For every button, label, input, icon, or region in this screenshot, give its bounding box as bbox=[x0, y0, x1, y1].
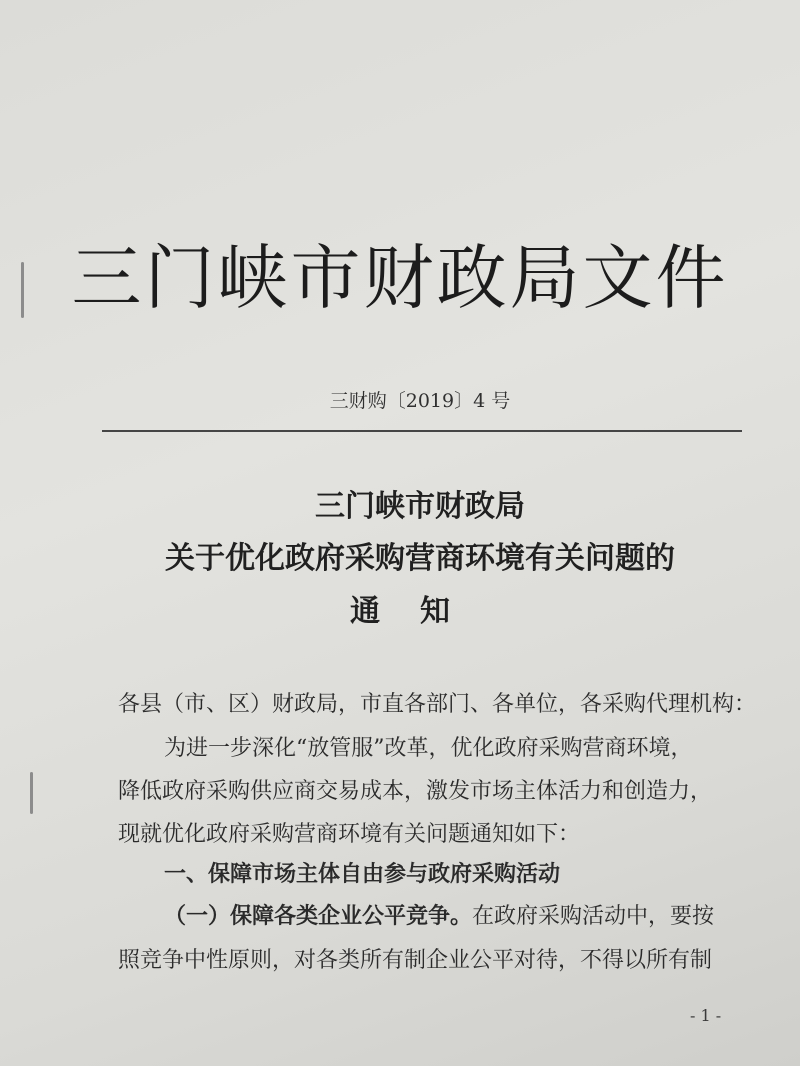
paragraph-line: 现就优化政府采购营商环境有关问题通知如下： bbox=[118, 822, 581, 847]
document-number: 三财购〔2019〕4 号 bbox=[329, 390, 511, 412]
staple-mark-middle bbox=[30, 772, 33, 814]
subsection-paragraph bbox=[164, 899, 714, 930]
subsection-label: （一）保障各类企业公平竞争。 bbox=[164, 904, 473, 929]
paragraph-line: 照竞争中性原则，对各类所有制企业公平对待，不得以所有制 bbox=[118, 948, 713, 973]
subsection-text: 在政府采购活动中，要按 bbox=[472, 904, 715, 929]
title-line-notice: 通知 bbox=[350, 594, 490, 629]
document-header-title: 三门峡市财政局文件 bbox=[71, 237, 729, 319]
paragraph-line: 为进一步深化“放管服”改革，优化政府采购营商环境， bbox=[164, 736, 693, 761]
addressee-line: 各县（市、区）财政局，市直各部门、各单位，各采购代理机构： bbox=[118, 692, 757, 717]
title-line-issuer: 三门峡市财政局 bbox=[315, 489, 525, 524]
title-line-subject: 关于优化政府采购营商环境有关问题的 bbox=[165, 541, 675, 576]
section-heading: 一、保障市场主体自由参与政府采购活动 bbox=[164, 862, 561, 887]
page-number: - 1 - bbox=[690, 1006, 722, 1025]
header-divider bbox=[102, 430, 742, 432]
paragraph-line: 降低政府采购供应商交易成本，激发市场主体活力和创造力， bbox=[118, 779, 713, 804]
